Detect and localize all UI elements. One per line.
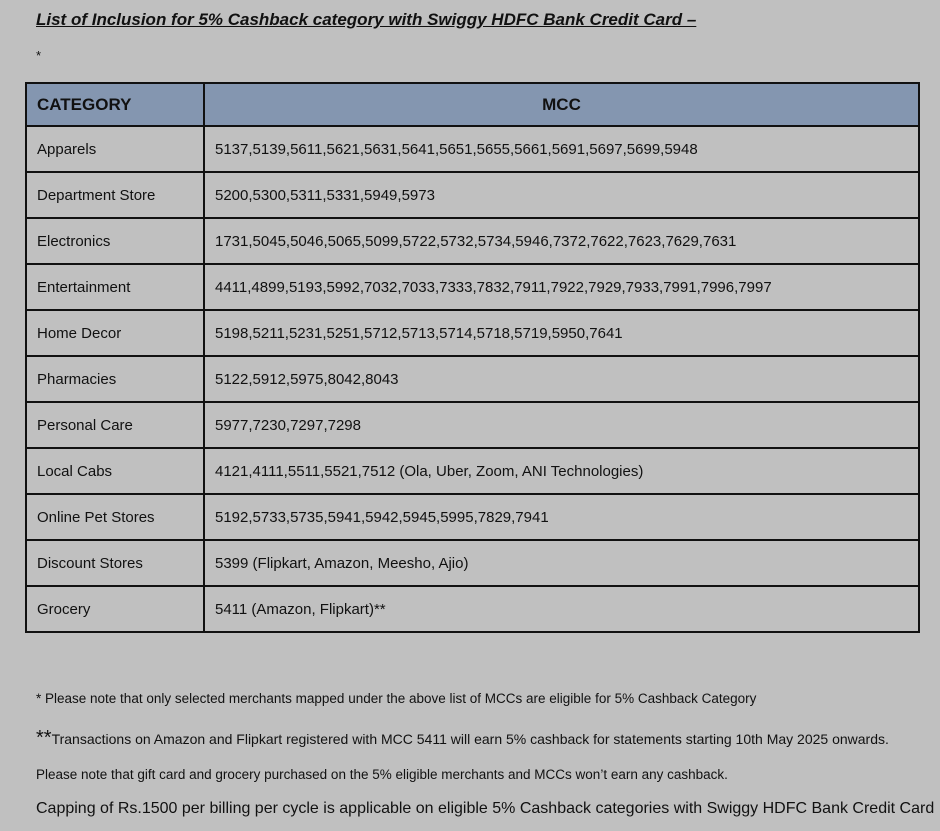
document-title: List of Inclusion for 5% Cashback category with Swiggy HDFC Bank Credit Card – xyxy=(36,10,697,29)
table-row xyxy=(26,448,919,494)
category-cell: Home Decor xyxy=(26,310,204,356)
mcc-cell: 5137,5139,5611,5621,5631,5641,5651,5655,5661,5691,5697,5699,5948 xyxy=(204,126,919,172)
mcc-cell: 4411,4899,5193,5992,7032,7033,7333,7832,7911,7922,7929,7933,7991,7996,7997 xyxy=(204,264,919,310)
table-header-row xyxy=(26,83,919,126)
table-row xyxy=(26,356,919,402)
note-amazon-flipkart xyxy=(36,727,889,750)
category-cell: Apparels xyxy=(26,126,204,172)
category-cell: Pharmacies xyxy=(26,356,204,402)
category-cell: Entertainment xyxy=(26,264,204,310)
table-row xyxy=(26,172,919,218)
category-cell: Grocery xyxy=(26,586,204,632)
category-cell: Local Cabs xyxy=(26,448,204,494)
category-column-header: CATEGORY xyxy=(26,83,204,126)
note-selected-merchants: * Please note that only selected merchants mapped under the above list of MCCs are eligible for 5% Cashback Category xyxy=(36,691,757,706)
table-row xyxy=(26,494,919,540)
mcc-cell: 5977,7230,7297,7298 xyxy=(204,402,919,448)
mcc-cell: 5198,5211,5231,5251,5712,5713,5714,5718,5719,5950,7641 xyxy=(204,310,919,356)
category-cell: Department Store xyxy=(26,172,204,218)
category-cell: Electronics xyxy=(26,218,204,264)
mcc-table xyxy=(25,82,920,633)
table-row xyxy=(26,310,919,356)
category-cell: Discount Stores xyxy=(26,540,204,586)
mcc-cell: 4121,4111,5511,5521,7512 (Ola, Uber, Zoom, ANI Technologies) xyxy=(204,448,919,494)
table-row xyxy=(26,264,919,310)
note-amazon-flipkart-text: Transactions on Amazon and Flipkart registered with MCC 5411 will earn 5% cashback for statements starting 10th May 2025 onwards. xyxy=(51,731,889,747)
mcc-column-header: MCC xyxy=(204,83,919,126)
mcc-cell: 5200,5300,5311,5331,5949,5973 xyxy=(204,172,919,218)
table-row xyxy=(26,586,919,632)
table-row xyxy=(26,126,919,172)
table-row xyxy=(26,402,919,448)
category-cell: Online Pet Stores xyxy=(26,494,204,540)
table-row xyxy=(26,540,919,586)
mcc-cell: 5192,5733,5735,5941,5942,5945,5995,7829,7941 xyxy=(204,494,919,540)
asterisk-marker: * xyxy=(36,48,42,63)
mcc-cell: 5411 (Amazon, Flipkart)** xyxy=(204,586,919,632)
table-row xyxy=(26,218,919,264)
note-gift-card-exclusion: Please note that gift card and grocery purchased on the 5% eligible merchants and MCCs won’t earn any cashback. xyxy=(36,767,728,782)
mcc-cell: 5122,5912,5975,8042,8043 xyxy=(204,356,919,402)
note-capping: Capping of Rs.1500 per billing per cycle is applicable on eligible 5% Cashback categories with Swiggy HDFC Bank Credit Card xyxy=(36,800,935,817)
mcc-cell: 5399 (Flipkart, Amazon, Meesho, Ajio) xyxy=(204,540,919,586)
category-cell: Personal Care xyxy=(26,402,204,448)
mcc-cell: 1731,5045,5046,5065,5099,5722,5732,5734,5946,7372,7622,7623,7629,7631 xyxy=(204,218,919,264)
double-asterisk: ** xyxy=(36,727,52,749)
